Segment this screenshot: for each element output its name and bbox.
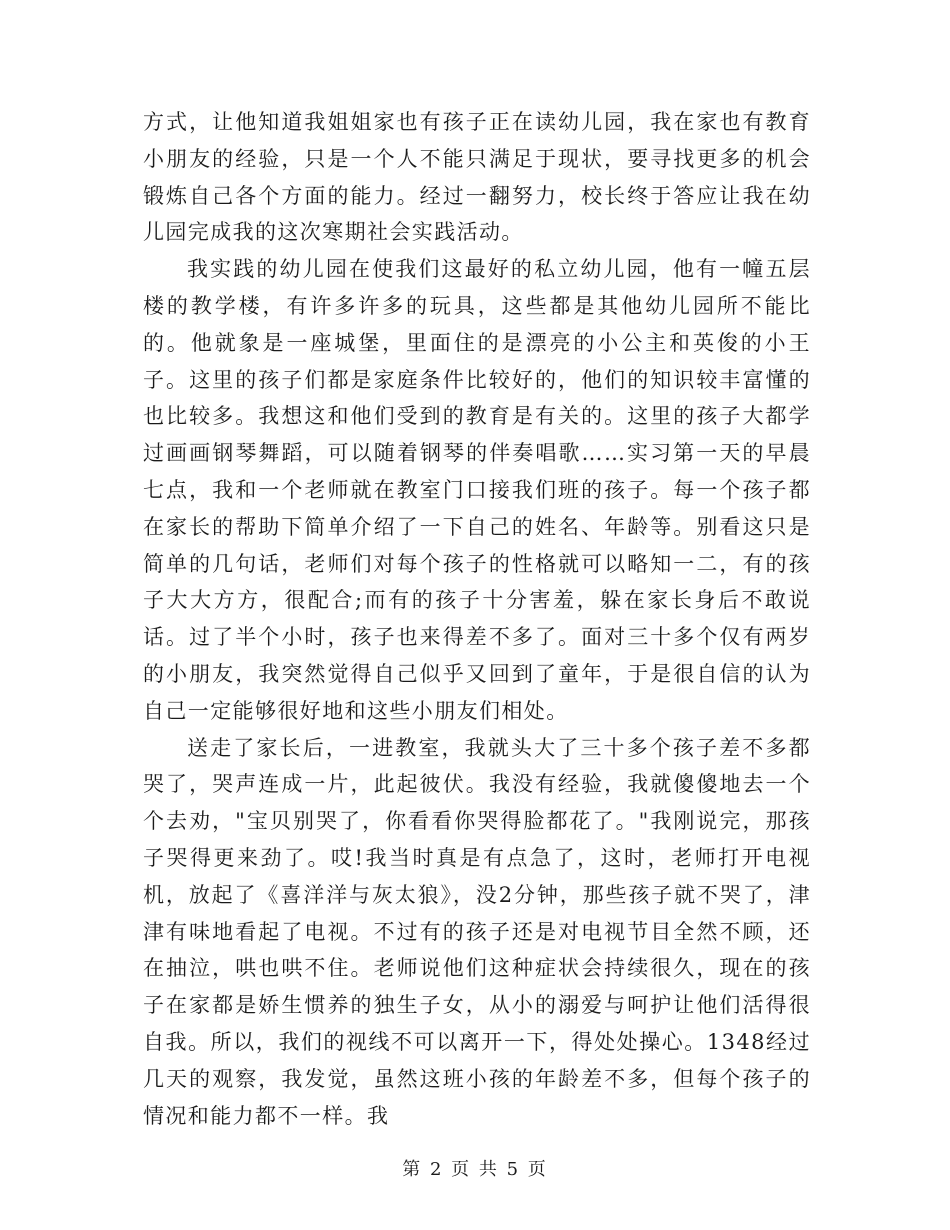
paragraph-3: 送走了家长后，一进教室，我就头大了三十多个孩子差不多都哭了，哭声连成一片，此起彼伏。我没有经验，我就傻傻地去一个个去劝，"宝贝别哭了，你看看你哭得脸都花了。"我刚说完，那孩子哭得更来劲了。哎!我当时真是有点急了，这时，老师打开电视机，放起了《喜洋洋与灰太狼》，没2分钟，那些孩子就不哭了，津津有味地看起了电视。不过有的孩子还是对电视节目全然不顾，还在抽泣，哄也哄不住。老师说他们这种症状会持续很久，现在的孩子在家都是娇生惯养的独生子女，从小的溺爱与呵护让他们活得很自我。所以，我们的视线不可以离开一下，得处处操心。1348经过几天的观察，我发觉，虽然这班小孩的年龄差不多，但每个孩子的情况和能力都不一样。我 bbox=[143, 735, 811, 1128]
document-body bbox=[143, 104, 811, 1134]
page-number-footer: 第 2 页 共 5 页 bbox=[402, 1159, 548, 1180]
paragraph-1: 方式，让他知道我姐姐家也有孩子正在读幼儿园，我在家也有教育小朋友的经验，只是一个人不能只满足于现状，要寻找更多的机会锻炼自己各个方面的能力。经过一翻努力，校长终于答应让我在幼儿园完成我的这次寒期社会实践活动。 bbox=[143, 110, 811, 245]
paragraph-2: 我实践的幼儿园在使我们这最好的私立幼儿园，他有一幢五层楼的教学楼，有许多许多的玩具，这些都是其他幼儿园所不能比的。他就象是一座城堡，里面住的是漂亮的小公主和英俊的小王子。这里的孩子们都是家庭条件比较好的，他们的知识较丰富懂的也比较多。我想这和他们受到的教育是有关的。这里的孩子大都学过画画钢琴舞蹈，可以随着钢琴的伴奏唱歌……实习第一天的早晨七点，我和一个老师就在教室门口接我们班的孩子。每一个孩子都在家长的帮助下简单介绍了一下自己的姓名、年龄等。别看这只是简单的几句话，老师们对每个孩子的性格就可以略知一二，有的孩子大大方方，很配合;而有的孩子十分害羞，躲在家长身后不敢说话。过了半个小时，孩子也来得差不多了。面对三十多个仅有两岁的小朋友，我突然觉得自己似乎又回到了童年，于是很自信的认为自己一定能够很好地和这些小朋友们相处。 bbox=[143, 257, 811, 723]
